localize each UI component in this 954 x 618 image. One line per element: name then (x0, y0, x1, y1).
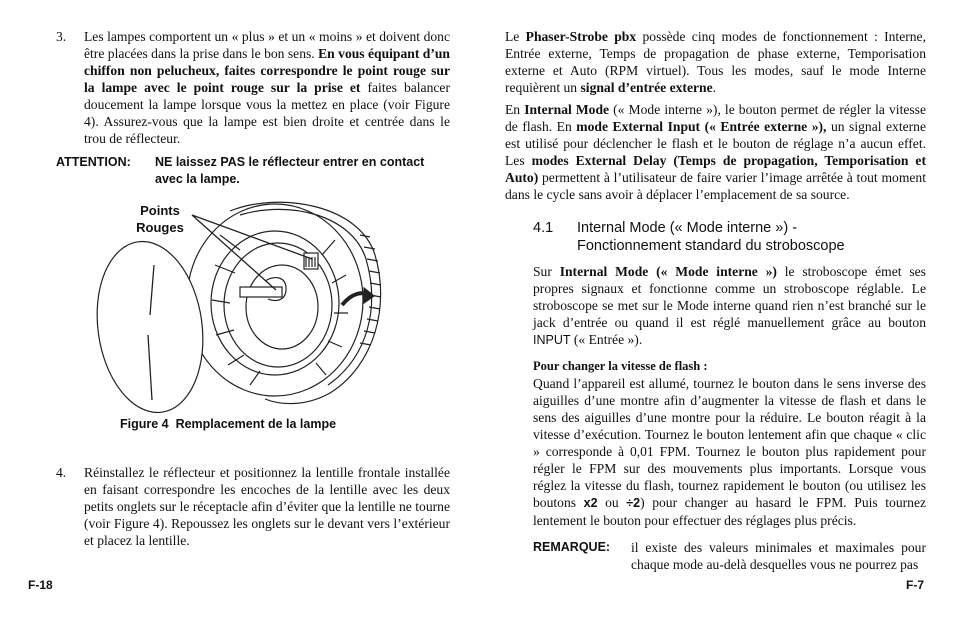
figure-caption: Figure 4 Remplacement de la lampe (120, 417, 337, 431)
internal-b: le stroboscope émet ses propres signaux et fonctionne comme un stroboscope réglable. Le stroboscope se met sur le Mode interne quand rien n’est branché sur le jack d’entrée ou quand il est réglé manuellement grâce au bouton (533, 264, 926, 330)
modes-c: un signal externe est utilisé pour déclencher le flash et le bouton de réglage n’a aucun effet. Les (505, 119, 927, 168)
strobe-housing-drawing (187, 202, 381, 403)
item-3-number: 3. (56, 29, 67, 44)
right-page-number: F-7 (906, 578, 924, 592)
intro-signal: signal d’entrée externe (580, 80, 713, 95)
intro-b: possède cinq modes de fonctionnement : Interne, Entrée externe, Temps de propagation de phase externe, Temporisation externe et Auto (RPM virtuel). Tous les modes, sauf le mode Interne requièrent un (505, 29, 926, 95)
modes-external-delay: modes External Delay (Temps de propagation, Temporisation et Auto) (505, 153, 926, 185)
item-4-number: 4. (56, 465, 67, 480)
internal-mode-paragraph (533, 263, 926, 349)
attention-label: ATTENTION: (56, 155, 131, 169)
modes-a: En (505, 102, 521, 117)
modes-b: (« Mode interne »), le bouton permet de régler la vitesse de flash. En (505, 102, 926, 134)
item-3-text-a: Les lampes comportent un « plus » et un « moins » et doivent donc être placées dans la prise dans le bon sens. (84, 29, 450, 61)
modes-d: permettent à l’utilisateur de faire varier l’image arrêtée à tout moment dans le cycle sans avoir à déplacer l’emplacement de sa source. (505, 170, 926, 202)
internal-a: Sur (533, 264, 552, 279)
intro-c: . (712, 80, 717, 95)
flash-heading: Pour changer la vitesse de flash : (533, 359, 708, 373)
section-number: 4.1 (533, 220, 554, 236)
flash-b: ou (605, 495, 619, 510)
item-3-text-b: faites balancer doucement la lampe lorsque vous la mettez en place (voir Figure 4). Assurez-vous que la lampe est bien droite et centrée dans le trou de réflecteur. (84, 80, 450, 146)
internal-mode-bold: Internal Mode (« Mode interne ») (559, 264, 777, 279)
modes-internal: Internal Mode (524, 102, 610, 117)
item-4-text: Réinstallez le réflecteur et positionnez la lentille frontale installée en faisant correspondre les encoches de la lentille avec les deux petits onglets sur le réceptacle afin d’éviter que la lentille ne tourne (voir Figure 4). Repoussez les onglets sur le devant vers l’extérieur et placez la lentille. (84, 465, 450, 548)
figure-label-points-rouges: Points Rouges (136, 203, 184, 235)
flash-c: ) pour changer au hasard le FPM. Puis tournez lentement le bouton pour effectuer des réglages plus précis. (533, 495, 927, 528)
intro-product-name: Phaser-Strobe pbx (525, 29, 637, 44)
modes-external-input: mode External Input (« Entrée externe »), (576, 119, 827, 134)
section-title-line1: Internal Mode (« Mode interne ») - (577, 220, 798, 236)
div2-button-label: ÷2 (626, 496, 641, 510)
intro-paragraph (505, 28, 926, 96)
item-3-text-bold: En vous équipant d’un chiffon non pelucheux, faites correspondre le point rouge sur la lampe avec le point rouge sur la prise et (84, 46, 450, 95)
section-title-line2: Fonctionnement standard du stroboscope (577, 238, 845, 254)
remarque-label: REMARQUE: (533, 540, 611, 554)
remarque-text: il existe des valeurs minimales et maximales pour chaque mode au-delà desquelles vous ne pourrez pas (631, 540, 926, 572)
flash-a: Quand l’appareil est allumé, tournez le bouton dans le sens inverse des aiguilles d’une montre afin d’augmenter la vitesse de flash et dans le sens des aiguilles d’une montre pour la réduire. Le bouton réagit à la vitesse d’exécution. Tournez le bouton lentement afin que chaque « clic » corresponde à 0,01 FPM. Tournez le bouton plus rapidement pour régler le FPM sur des mouvements plus importants. Lorsque vous réglez la vitesse du flash, tournez rapidement le bouton (ou utilisez les boutons (533, 376, 926, 510)
intro-a: Le (505, 29, 520, 44)
left-page-number: F-18 (28, 578, 53, 592)
flash-paragraph (533, 375, 926, 529)
internal-c: (« Entrée »). (573, 332, 643, 347)
item-3-text (84, 28, 450, 147)
input-button-label: INPUT (533, 333, 571, 347)
attention-text: NE laissez PAS le réflecteur entrer en contact avec la lampe. (155, 155, 425, 186)
x2-button-label: x2 (583, 496, 598, 510)
lamp-replacement-figure (90, 195, 390, 415)
modes-paragraph (505, 101, 926, 203)
